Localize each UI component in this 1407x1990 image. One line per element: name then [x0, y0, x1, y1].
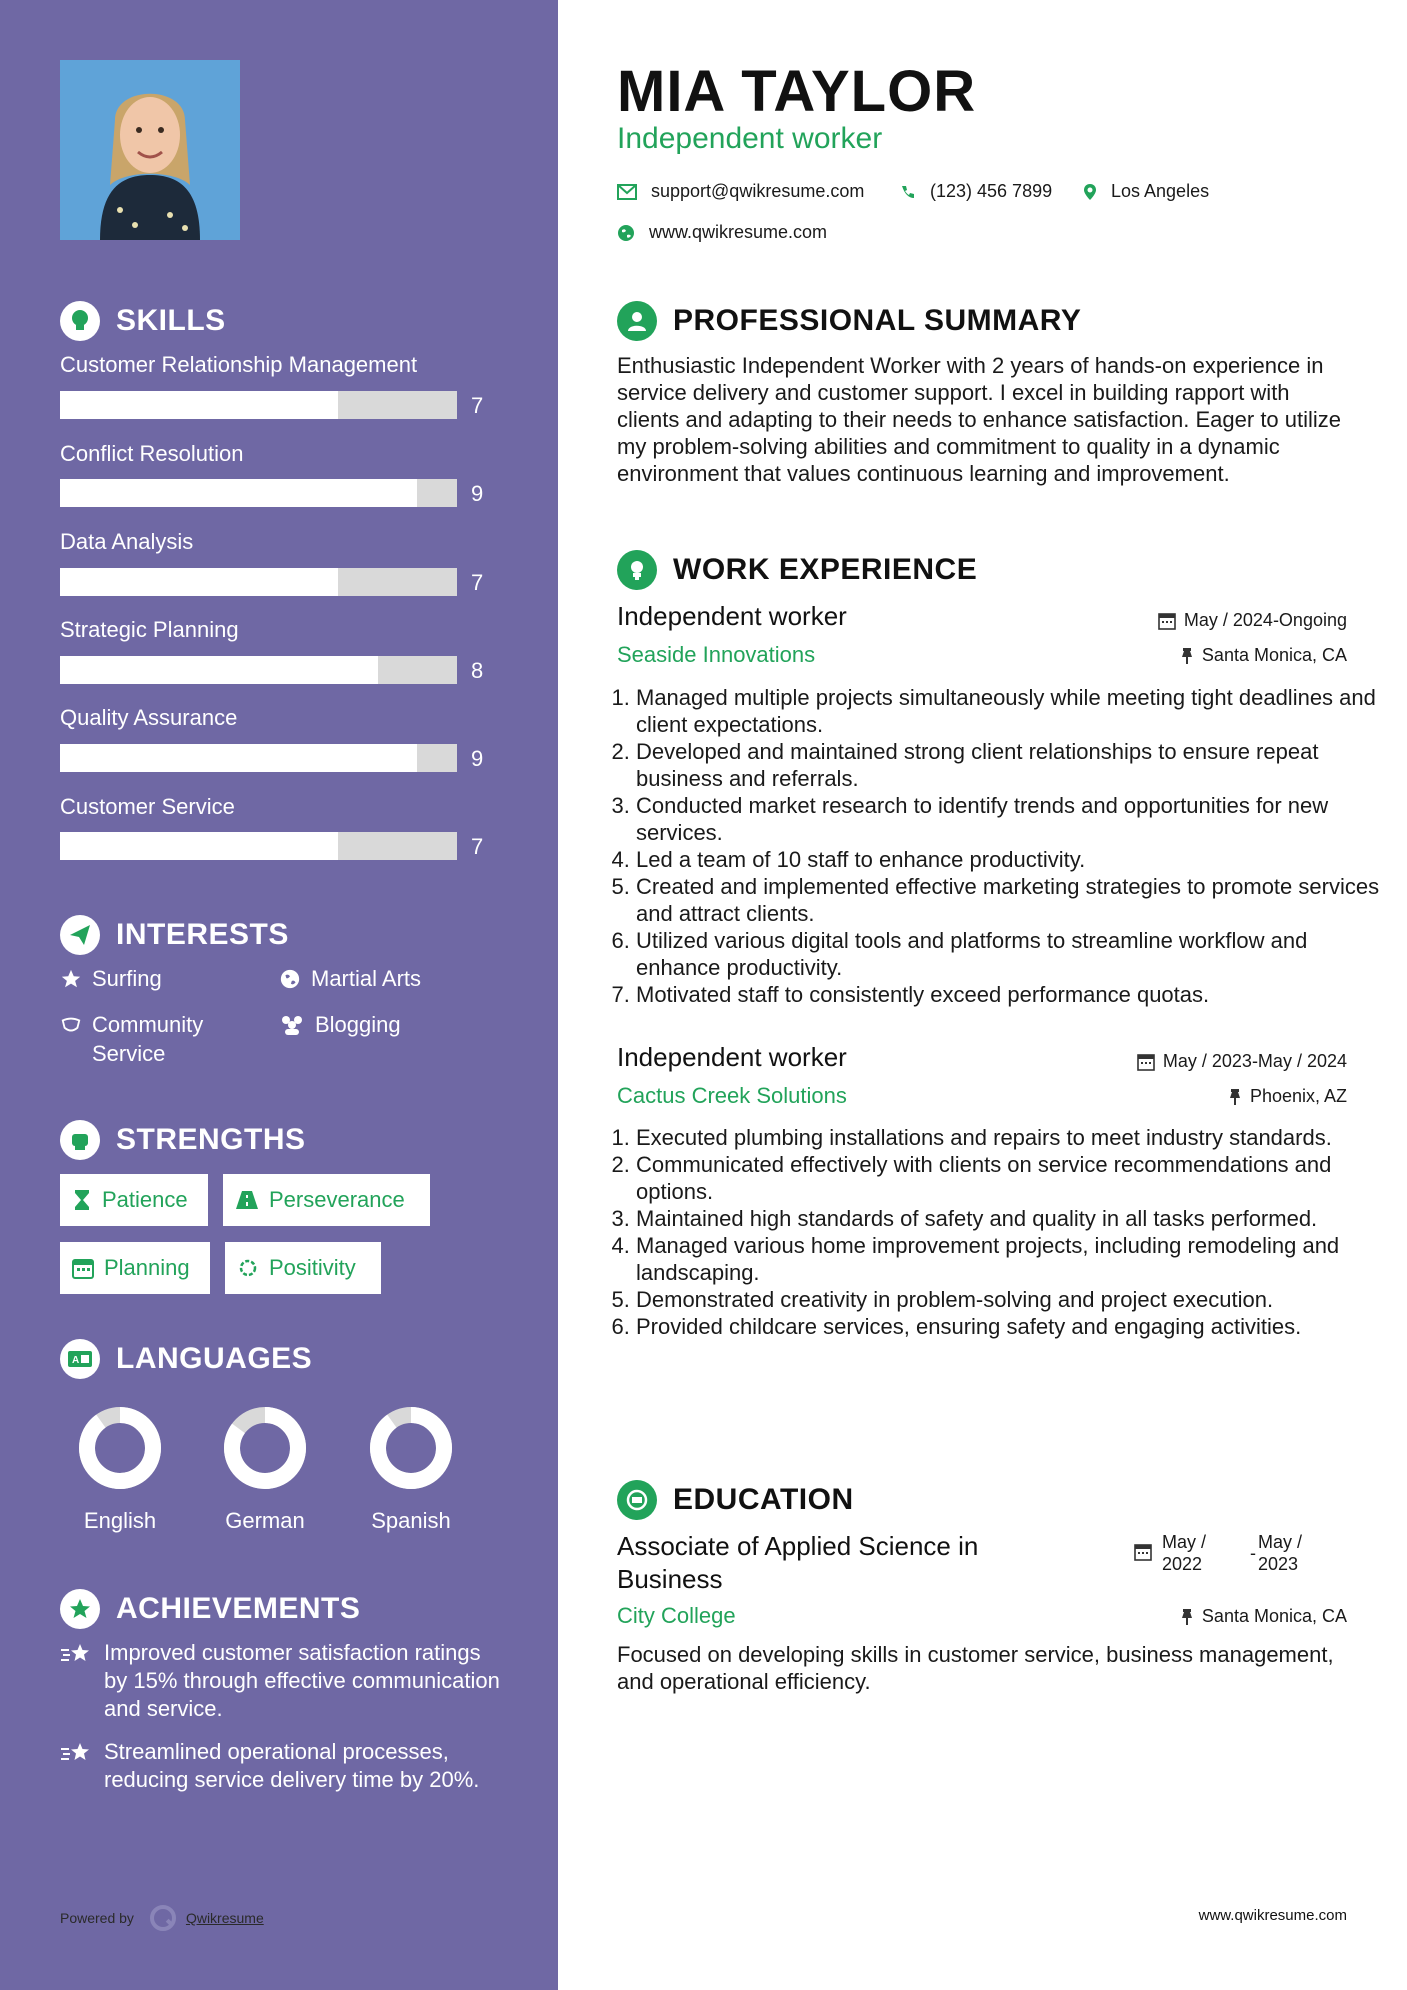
edu-end-year: 2023 — [1258, 1554, 1299, 1574]
road-icon — [235, 1190, 259, 1210]
skill-bar-fill — [60, 744, 417, 772]
skill-bar — [60, 656, 457, 684]
skill-level: 8 — [471, 658, 484, 683]
school-name: City College — [617, 1603, 736, 1628]
language-name: English — [83, 1508, 157, 1533]
edu-start-year: 2022 — [1162, 1554, 1203, 1574]
strength-badge — [223, 1174, 430, 1226]
summary-title: PROFESSIONAL SUMMARY — [673, 304, 1082, 337]
calendar-icon — [72, 1257, 94, 1279]
language-item — [351, 1405, 471, 1534]
languages-header — [60, 1339, 312, 1379]
skill-level: 7 — [471, 570, 484, 595]
calendar-icon — [1134, 1543, 1152, 1561]
interests-title: INTERESTS — [116, 918, 289, 951]
footer-website: www.qwikresume.com — [1198, 1907, 1347, 1924]
interest-label: Community Service — [92, 1012, 204, 1066]
edu-end-date — [1258, 1531, 1302, 1575]
strength-badge — [60, 1242, 210, 1294]
list-item: 3. Conducted market research to identify trends and opportunities for new services. — [636, 792, 1381, 846]
job-date-text: May / 2024-Ongoing — [1183, 610, 1347, 630]
skill-level: 9 — [471, 481, 484, 506]
achievement-text: Improved customer satisfaction ratings by 15% through effective communication and service. — [104, 1640, 500, 1721]
skill-bar-fill — [60, 479, 417, 507]
calendar-icon — [1137, 1053, 1155, 1071]
language-item — [205, 1405, 325, 1534]
job-title: Independent worker — [617, 601, 847, 631]
contact-phone — [900, 181, 1052, 202]
list-item: 6. Utilized various digital tools and platforms to streamline workflow and enhance productivity. — [636, 927, 1381, 981]
language-ring — [77, 1405, 163, 1491]
skill-bar-fill — [60, 391, 338, 419]
svg-text:A: A — [72, 1355, 80, 1366]
job-title: Independent worker — [617, 1042, 847, 1072]
skill-level: 7 — [471, 393, 484, 418]
summary-header — [617, 301, 1081, 341]
education-title: EDUCATION — [673, 1483, 854, 1516]
edu-date-dash: - — [1250, 1543, 1256, 1563]
strengths-title: STRENGTHS — [116, 1123, 306, 1156]
sidebar — [0, 0, 558, 1990]
website-text: www.qwikresume.com — [649, 222, 828, 242]
location-text: Los Angeles — [1111, 181, 1210, 201]
achievements-title: ACHIEVEMENTS — [116, 1592, 361, 1625]
achievement-item — [60, 1738, 500, 1794]
skills-title: SKILLS — [116, 304, 226, 337]
candidate-role: Independent worker — [617, 122, 883, 155]
edu-start-date — [1162, 1531, 1206, 1575]
pushpin-icon — [1228, 1088, 1242, 1106]
job-location-text: Phoenix, AZ — [1249, 1086, 1347, 1106]
list-item: 5. Created and implemented effective marketing strategies to promote services and attract clients. — [636, 873, 1381, 927]
list-item: 3. Maintained high standards of safety and quality in all tasks performed. — [636, 1205, 1381, 1232]
list-item: 4. Led a team of 10 staff to enhance productivity. — [636, 846, 1381, 873]
skill-bar — [60, 832, 457, 860]
globe-icon — [279, 968, 301, 990]
fist-icon — [60, 1120, 100, 1160]
candidate-name: MIA TAYLOR — [617, 59, 977, 124]
skill-name: Strategic Planning — [60, 617, 239, 642]
contact-location — [1083, 181, 1209, 202]
interests-header — [60, 915, 289, 955]
skill-bar — [60, 744, 457, 772]
paper-plane-icon — [60, 915, 100, 955]
list-item: 4. Managed various home improvement projects, including remodeling and landscaping. — [636, 1232, 1381, 1286]
skill-bar — [60, 479, 457, 507]
skill-bar — [60, 391, 457, 419]
language-ring-fill — [87, 1415, 153, 1481]
list-item: 1. Executed plumbing installations and repairs to meet industry standards. — [636, 1124, 1381, 1151]
skill-bar-fill — [60, 656, 378, 684]
users-icon — [279, 1014, 305, 1036]
skill-level: 9 — [471, 746, 484, 771]
language-item — [60, 1405, 180, 1534]
strength-badge — [225, 1242, 381, 1294]
skill-bar-fill — [60, 832, 338, 860]
experience-title: WORK EXPERIENCE — [673, 553, 978, 586]
interest-item — [279, 1010, 401, 1039]
skill-name: Conflict Resolution — [60, 441, 244, 466]
handshake-icon — [60, 1014, 82, 1036]
list-item: 5. Demonstrated creativity in problem-solving and project execution. — [636, 1286, 1381, 1313]
interest-label: Martial Arts — [311, 966, 422, 991]
job-company: Cactus Creek Solutions — [617, 1083, 847, 1108]
interest-item — [60, 964, 162, 993]
skills-header — [60, 301, 226, 341]
powered-by — [60, 1903, 264, 1933]
job-responsibilities — [612, 1124, 1381, 1340]
sun-icon — [237, 1257, 259, 1279]
list-item: 2. Developed and maintained strong client relationships to ensure repeat business and referrals. — [636, 738, 1381, 792]
map-marker-icon — [1083, 183, 1097, 201]
phone-text: (123) 456 7899 — [930, 181, 1053, 201]
summary-text: Enthusiastic Independent Worker with 2 years of hands-on experience in service delivery and customer support. I excel in building rapport with clients and adapting to their needs to enhance satisfaction. Eager to utilize my problem-solving abilities and commitment to quality in a dynamic environment that values continuous learning and improvement. — [617, 353, 1342, 486]
strength-label: Perseverance — [269, 1187, 405, 1212]
skill-level: 7 — [471, 834, 484, 859]
skill-name: Customer Service — [60, 794, 235, 819]
phone-icon — [900, 184, 916, 200]
language-ring-fill — [378, 1415, 444, 1481]
skill-name: Quality Assurance — [60, 705, 238, 730]
experience-header — [617, 550, 977, 590]
skill-bar — [60, 568, 457, 596]
job-location — [1228, 1086, 1347, 1107]
school-location — [1180, 1606, 1347, 1627]
contact-email — [617, 181, 864, 202]
job-location-text: Santa Monica, CA — [1201, 645, 1347, 665]
list-item: 1. Managed multiple projects simultaneously while meeting tight deadlines and client expectations. — [636, 684, 1381, 738]
shooting-star-icon — [60, 1641, 94, 1667]
languages-title: LANGUAGES — [116, 1342, 313, 1375]
skill-bar-fill — [60, 568, 338, 596]
achievement-text: Streamlined operational processes, reducing service delivery time by 20%. — [104, 1739, 480, 1792]
strength-label: Patience — [102, 1187, 188, 1212]
strength-label: Planning — [104, 1255, 190, 1280]
hourglass-icon — [72, 1189, 92, 1211]
globe-icon — [617, 224, 635, 242]
user-icon — [617, 301, 657, 341]
briefcase-icon — [617, 550, 657, 590]
list-item: 7. Motivated staff to consistently exceed performance quotas. — [636, 981, 1381, 1008]
language-name: German — [225, 1508, 305, 1533]
interest-label: Blogging — [315, 1012, 401, 1037]
contact-website — [617, 222, 827, 243]
job-responsibilities — [612, 684, 1381, 1008]
interest-item — [60, 1010, 260, 1068]
strengths-header — [60, 1120, 306, 1160]
achievement-item — [60, 1639, 500, 1723]
strength-badge — [60, 1174, 208, 1226]
lightbulb-icon — [60, 301, 100, 341]
edu-start-month: May / — [1162, 1532, 1207, 1552]
job-date — [1137, 1051, 1347, 1072]
powered-by-label: Powered by — [60, 1910, 134, 1926]
job-date-text: May / 2023-May / 2024 — [1162, 1051, 1347, 1071]
job-location — [1180, 645, 1347, 666]
language-ring — [222, 1405, 308, 1491]
achievements-header — [60, 1589, 360, 1629]
strength-label: Positivity — [269, 1255, 356, 1280]
pushpin-icon — [1180, 1608, 1194, 1626]
job-company: Seaside Innovations — [617, 642, 816, 667]
graduation-icon — [617, 1480, 657, 1520]
school-location-text: Santa Monica, CA — [1201, 1606, 1347, 1626]
envelope-icon — [617, 184, 637, 200]
language-name: Spanish — [371, 1508, 451, 1533]
profile-photo — [60, 60, 240, 240]
degree-title: Associate of Applied Science in Business — [617, 1531, 979, 1594]
interest-label: Surfing — [92, 966, 162, 991]
edu-end-month: May / — [1258, 1532, 1303, 1552]
qwikresume-link[interactable]: Qwikresume — [185, 1910, 264, 1926]
skill-name: Customer Relationship Management — [60, 352, 418, 377]
education-header — [617, 1480, 854, 1520]
pushpin-icon — [1180, 647, 1194, 665]
interest-item — [279, 964, 421, 993]
email-text: support@qwikresume.com — [651, 181, 865, 201]
language-icon — [60, 1339, 100, 1379]
qwikresume-logo-icon — [148, 1903, 178, 1933]
shooting-star-icon — [60, 1740, 94, 1766]
star-badge-icon — [60, 1589, 100, 1629]
language-ring — [368, 1405, 454, 1491]
calendar-icon — [1158, 612, 1176, 630]
list-item: 6. Provided childcare services, ensuring safety and engaging activities. — [636, 1313, 1381, 1340]
skill-name: Data Analysis — [60, 529, 194, 554]
education-description: Focused on developing skills in customer service, business management, and operational efficiency. — [617, 1642, 1334, 1694]
star-icon — [60, 968, 82, 990]
job-date — [1158, 610, 1347, 631]
list-item: 2. Communicated effectively with clients on service recommendations and options. — [636, 1151, 1381, 1205]
